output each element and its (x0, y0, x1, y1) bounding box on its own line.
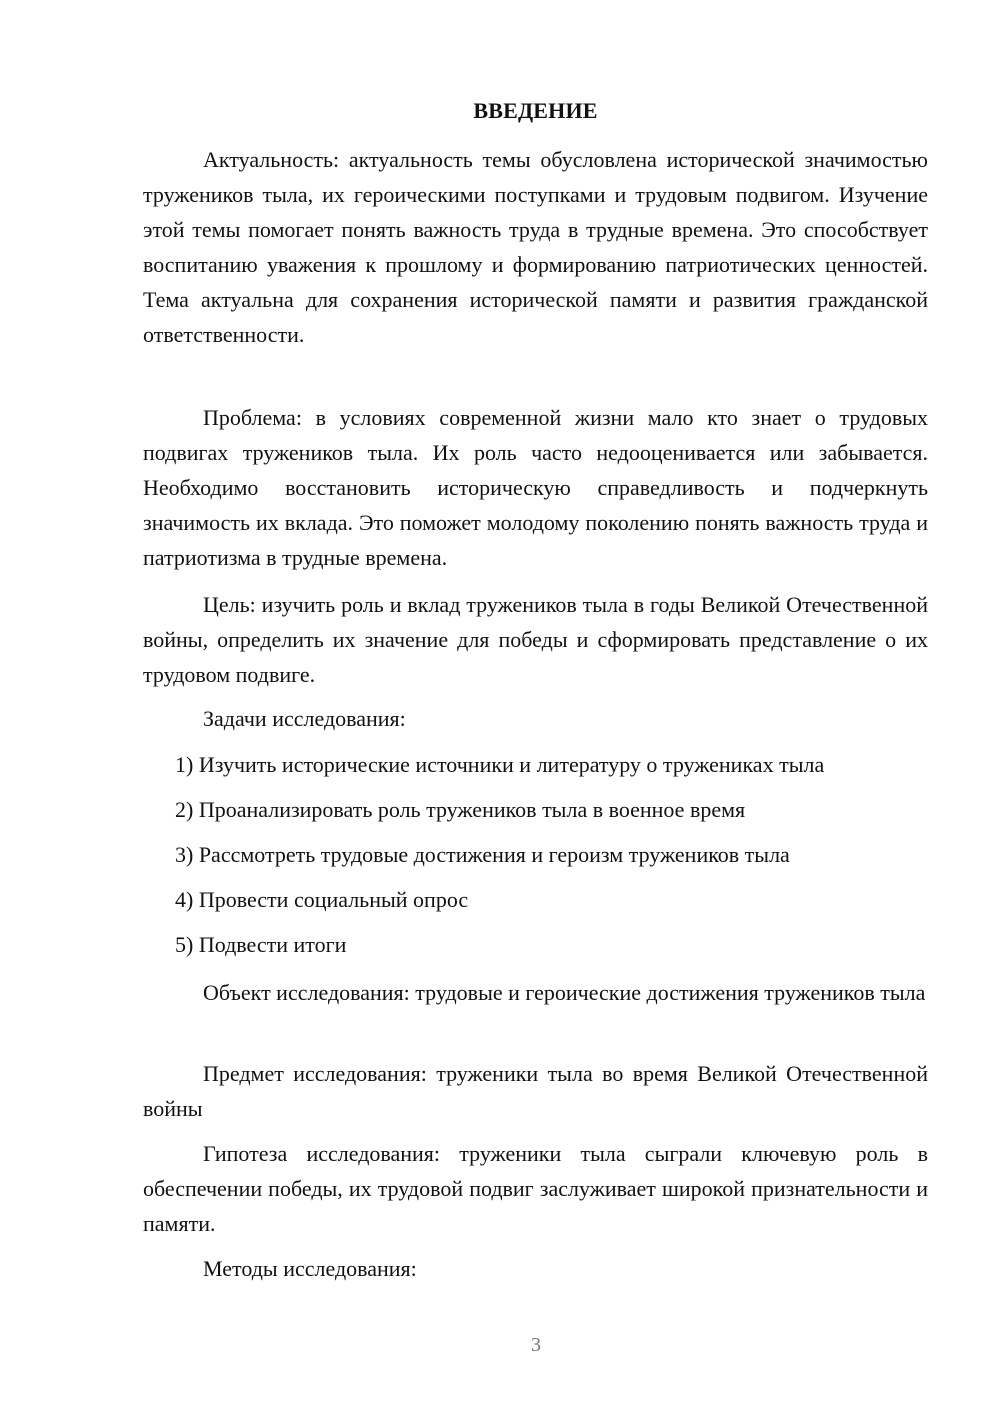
section-heading: ВВЕДЕНИЕ (473, 98, 598, 123)
methods-label: Методы исследования: (203, 1256, 417, 1281)
task-item-5: 5) Подвести итоги (175, 932, 347, 957)
task-item-2: 2) Проанализировать роль тружеников тыла в военное время (175, 797, 746, 822)
task-item-1: 1) Изучить исторические источники и литературу о тружениках тыла (175, 752, 825, 777)
object-paragraph: Объект исследования: трудовые и героические достижения тружеников тыла (203, 980, 926, 1005)
subject-paragraph: Предмет исследования: труженики тыла во время Великой Отечественной войны (143, 1061, 928, 1121)
task-item-4: 4) Провести социальный опрос (175, 887, 469, 912)
tasks-label: Задачи исследования: (203, 706, 406, 731)
relevance-paragraph: Актуальность: актуальность темы обусловлена исторической значимостью тружеников тыла, их героическими поступками и трудовым подвигом. Изучение этой темы помогает понять важность труда в трудные времена. Это способствует воспитанию уважения к прошлому и формированию патриотических ценностей. Тема актуальна для сохранения исторической памяти и развития гражданской ответственности. (143, 147, 928, 347)
hypothesis-paragraph: Гипотеза исследования: труженики тыла сыграли ключевую роль в обеспечении победы, их трудовой подвиг заслуживает широкой признательности и памяти. (143, 1141, 928, 1236)
page-number: 3 (531, 1334, 541, 1356)
goal-paragraph: Цель: изучить роль и вклад тружеников тыла в годы Великой Отечественной войны, определить их значение для победы и сформировать представление о их трудовом подвиге. (143, 592, 928, 687)
problem-paragraph: Проблема: в условиях современной жизни мало кто знает о трудовых подвигах тружеников тыла. Их роль часто недооценивается или забывается. Необходимо восстановить историческую справедливость и подчеркнуть значимость их вклада. Это поможет молодому поколению понять важность труда и патриотизма в трудные времена. (143, 405, 928, 570)
task-item-3: 3) Рассмотреть трудовые достижения и героизм тружеников тыла (175, 842, 790, 867)
